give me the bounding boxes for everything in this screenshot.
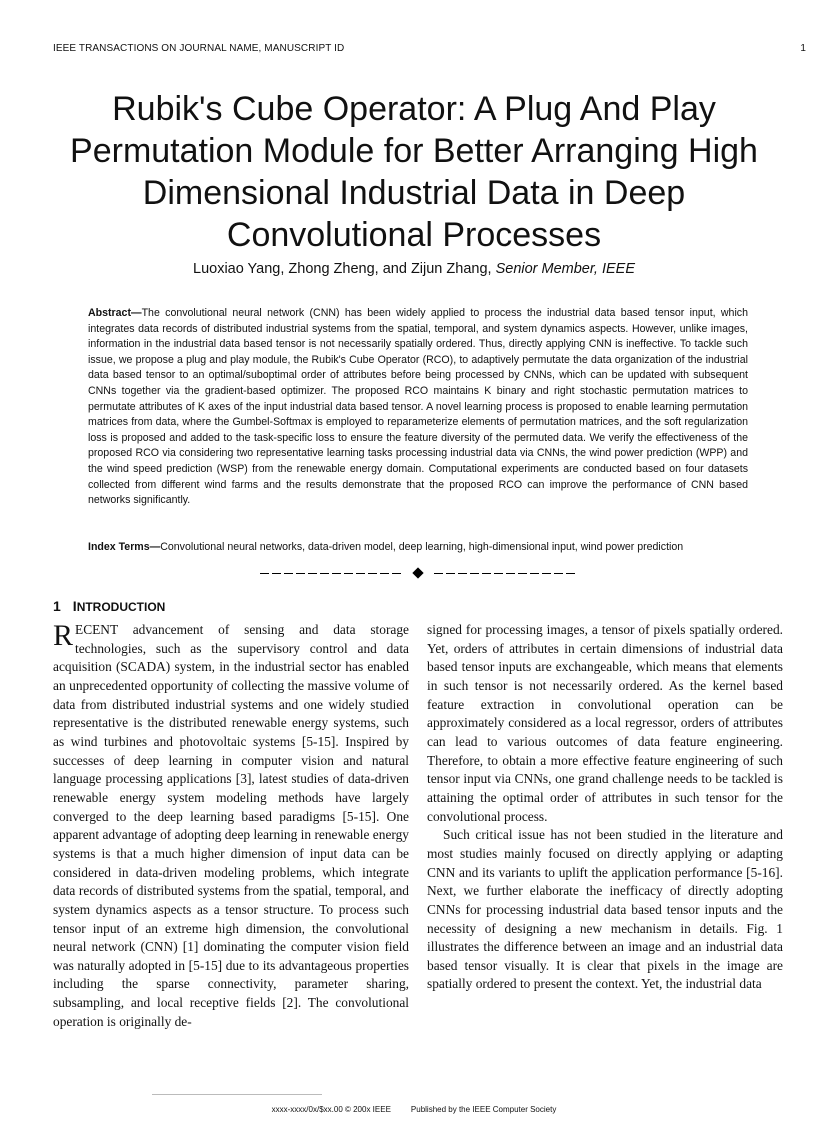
index-terms-text: Convolutional neural networks, data-driven model, deep learning, high-dimensional input, wind power prediction (160, 541, 684, 553)
section-title-rest: NTRODUCTION (76, 600, 166, 614)
page-number: 1 (800, 43, 806, 54)
divider-line-left (260, 573, 402, 574)
page-footer (0, 1105, 828, 1114)
section-divider (260, 564, 576, 582)
index-terms-label: Index Terms (88, 541, 150, 553)
drop-cap: R (53, 619, 74, 652)
body-paragraph: signed for processing images, a tensor of pixels spatially ordered. Yet, orders of attributes in certain dimensions of industrial data based tensor inputs are exchangeable, which means that elements in such tensor is not necessarily ordered. As the kernel based feature extraction in convolutional operation can be approximately considered as a local regressor, orders of attributes can lead to various outcomes of data feature engineering. Therefore, to obtain a more effective feature engineering of such tensor input via CNNs, one grand challenge needs to be tackled is attaining the optimal order of attributes in such tensor for the convolutional process. (427, 622, 783, 824)
footer-code: xxxx-xxxx/0x/$xx.00 © 200x IEEE (271, 1105, 391, 1114)
index-terms (88, 540, 768, 555)
body-column-right (427, 621, 783, 994)
body-column-left (53, 621, 409, 1031)
body-paragraph: Such critical issue has not been studied in the literature and most studies mainly focused on directly applying or adapting CNN and its variants to uplift the application performance [5-16]. Next, we further elaborate the inefficacy of directly adopting CNNs for processing industrial data based tensor inputs and the necessity of designing a new mechanism in details. Fig. 1 illustrates the difference between an image and an industrial data based tensor visually. It is clear that pixels in the image are spatially ordered to present the context. Yet, the industrial data (427, 827, 783, 992)
body-paragraph (53, 621, 409, 1031)
paragraph-text: ECENT advancement of sensing and data storage technologies, such as the supervisory control and data acquisition (SCADA) system, in the industrial sector has enabled an unprecedented opportunity of collecting the massive volume of data from distributed industrial systems and one widely studied representative is the distributed renewable energy systems, such as wind turbines and photovoltaic systems [5-15]. Inspired by successes of deep learning in computer vision and natural language processing applications [3], latest studies of data-driven renewable energy system modeling methods have largely converged to the deep learning based paradigms [5-15]. One apparent advantage of adopting deep learning in renewable energy systems is that a much higher dimension of input data can be considered in data-driven modeling problems, which integrate data records of distributed systems from the spatial, temporal, and system dynamics aspects as a tensor structure. To process such tensor input of an extreme high dimension, the convolutional neural network (CNN) [1] dominating the computer vision field was naturally adopted in [5-15] due to its advantageous properties including the sparse connectivity, parameter sharing, subsampling, and local receptive fields [2]. The convolutional operation is originally de- (53, 622, 409, 1029)
abstract-label: Abstract (88, 307, 131, 319)
divider-line-right (434, 573, 576, 574)
index-terms-dash: — (149, 541, 161, 553)
section-heading (53, 598, 165, 614)
authors (40, 261, 788, 277)
journal-name: IEEE TRANSACTIONS ON JOURNAL NAME, MANUSCRIPT ID (53, 43, 345, 54)
section-number: 1 (53, 598, 61, 614)
section-title-initial: I (72, 598, 77, 614)
abstract-dash: — (130, 307, 142, 319)
footer-publisher: Published by the IEEE Computer Society (410, 1105, 557, 1114)
abstract (88, 306, 748, 509)
footer-rule (152, 1094, 322, 1095)
abstract-text: The convolutional neural network (CNN) has been widely applied to process the industrial data based tensor input, which integrates data records of distributed industrial systems from the spatial, temporal, and system dynamics aspects. However, unlike images, information in the industrial data based tensor is not necessarily spatially ordered. Thus, directly applying CNN is ineffective. To tackle such issue, we propose a plug and play module, the Rubik's Cube Operator (RCO), to adaptively permutate the data organization of the industrial data based tensor to an optimal/suboptimal order of attributes before being processed by CNNs, which can be updated with subsequent CNNs together via the gradient-based optimizer. The proposed RCO maintains K binary and right stochastic permutation matrices to permutate attributes of K axes of the input industrial data based tensor. A novel learning process is proposed to enable learning permutation matrices from data, where the Gumbel-Softmax is employed to reparameterize elements of permutation matrices, and the soft regularization loss is proposed and added to the task-specific loss to ensure the feature diversity of the permuted data. We verify the effectiveness of the proposed RCO via considering two representative learning tasks processing industrial data via CNNs, the wind power prediction (WPP) and the wind speed prediction (WSP) from the renewable energy domain. Computational experiments are conducted based on four datasets collected from different wind farms and the results demonstrate that the proposed RCO can improve the performance of CNN based networks significantly. (88, 307, 748, 507)
diamond-icon (412, 567, 423, 578)
author-membership: Senior Member, IEEE (495, 261, 635, 277)
author-names: Luoxiao Yang, Zhong Zheng, and Zijun Zhang, (193, 261, 496, 277)
paper-title: Rubik's Cube Operator: A Plug And Play Permutation Module for Better Arranging High Dimensional Industrial Data in Deep Convolutional Processes (70, 90, 758, 254)
running-head (53, 43, 806, 54)
